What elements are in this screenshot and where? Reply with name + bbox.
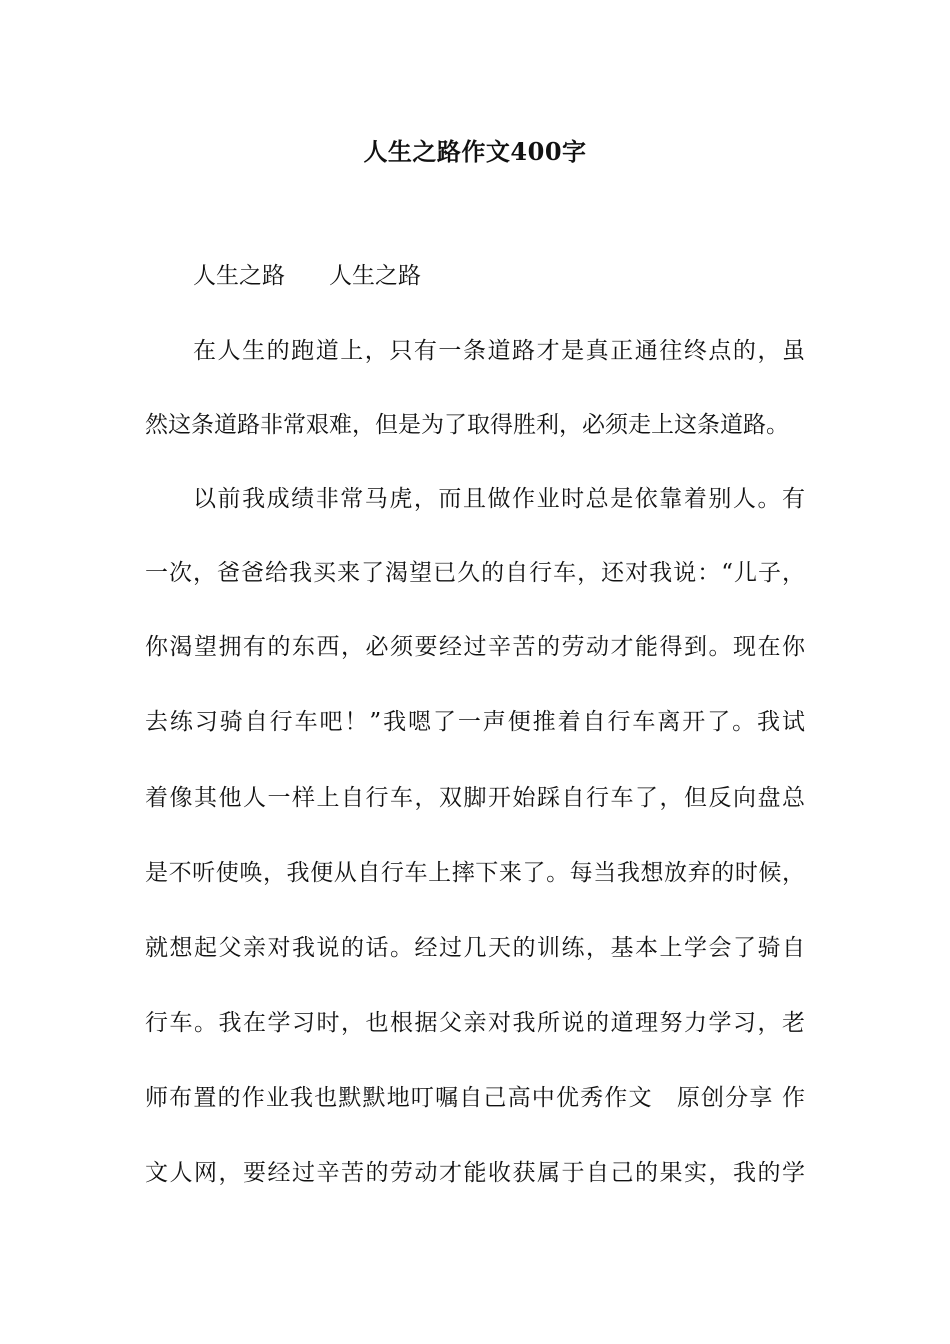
paragraph-line: 去练习骑自行车吧！”我嗯了一声便推着自行车离开了。我试 — [145, 709, 805, 735]
paragraph-line: 文人网，要经过辛苦的劳动才能收获属于自己的果实，我的学 — [145, 1160, 805, 1186]
document-subtitle — [193, 258, 421, 294]
document-title: 人生之路作文400字 — [363, 137, 587, 166]
subtitle-part-2: 人生之路 — [329, 263, 421, 289]
paragraph-line: 行车。我在学习时，也根据父亲对我所说的道理努力学习，老 — [145, 1010, 805, 1036]
paragraph-line: 是不听使唤，我便从自行车上摔下来了。每当我想放弃的时候， — [145, 860, 805, 886]
paragraph-line: 你渴望拥有的东西，必须要经过辛苦的劳动才能得到。现在你 — [145, 634, 805, 660]
paragraph-line: 一次，爸爸给我买来了渴望已久的自行车，还对我说：“儿子， — [145, 560, 805, 586]
paragraph-line: 以前我成绩非常马虎，而且做作业时总是依靠着别人。有 — [193, 486, 805, 512]
paragraph-line: 在人生的跑道上，只有一条道路才是真正通往终点的，虽 — [193, 338, 805, 364]
paragraph-line: 就想起父亲对我说的话。经过几天的训练，基本上学会了骑自 — [145, 935, 805, 961]
paragraph-line: 然这条道路非常艰难，但是为了取得胜利，必须走上这条道路。 — [145, 412, 789, 438]
subtitle-part-1: 人生之路 — [193, 263, 285, 289]
paragraph-line: 着像其他人一样上自行车，双脚开始踩自行车了，但反向盘总 — [145, 785, 805, 811]
paragraph-line: 师布置的作业我也默默地叮嘱自己高中优秀作文 原创分享 作 — [145, 1085, 805, 1111]
